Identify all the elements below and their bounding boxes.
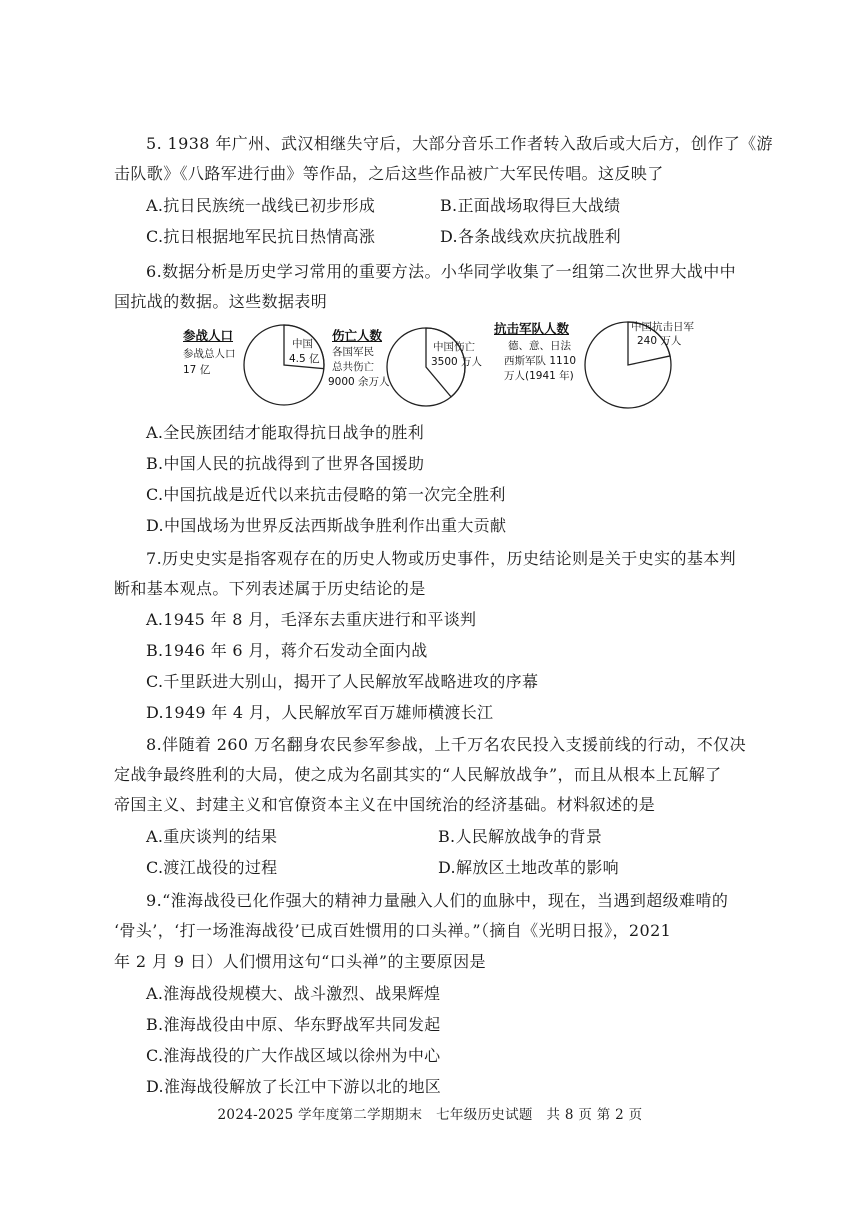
q5-stem-line2: 击队歌》《八路军进行曲》等作品，之后这些作品被广大军民传唱。这反映了 <box>114 164 664 183</box>
q8-stem-line1: 8.伴随着 260 万名翻身农民参军参战，上千万名农民投入支援前线的行动，不仅决 <box>146 735 746 754</box>
q5-option-d: D.各条战线欢庆抗战胜利 <box>440 227 621 246</box>
pie3-total-line3: 万人(1941 年) <box>504 370 574 382</box>
q5-option-c: C.抗日根据地军民抗日热情高涨 <box>146 227 376 246</box>
q9-stem-line3: 年 2 月 9 日）人们惯用这句“口头禅”的主要原因是 <box>114 952 486 971</box>
q9-stem-line1: 9.“淮海战役已化作强大的精神力量融入人们的血脉中，现在，当遇到超级难啃的 <box>146 891 729 910</box>
pie3-slice-line1: 中国抗击日军 <box>631 321 694 333</box>
q8-stem-line3: 帝国主义、封建主义和官僚资本主义在中国统治的经济基础。材料叙述的是 <box>114 795 656 814</box>
pie1-total-line1: 参战总人口 <box>183 348 236 360</box>
q9-stem-line2: ‘骨头’，‘打一场淮海战役’已成百姓惯用的口头禅。”（摘自《光明日报》，2021 <box>114 921 672 940</box>
q8-stem-line2: 定战争最终胜利的大局，使之成为名副其实的“人民解放战争”，而且从根本上瓦解了 <box>114 765 722 784</box>
pie3-title: 抗击军队人数 <box>494 321 570 336</box>
pie2-total-line2: 总共伤亡 <box>332 361 374 373</box>
pie2-slice-line2: 3500 万人 <box>431 356 483 368</box>
q6-option-d: D.中国战场为世界反法西斯战争胜利作出重大贡献 <box>146 516 507 535</box>
q7-stem-line2: 断和基本观点。下列表述属于历史结论的是 <box>114 579 426 598</box>
pie1-total-line2: 17 亿 <box>183 364 211 376</box>
q6-option-b: B.中国人民的抗战得到了世界各国援助 <box>146 454 425 473</box>
q8-option-b: B.人民解放战争的背景 <box>438 827 603 846</box>
pie3-total-line2: 西斯军队 1110 <box>504 355 577 367</box>
q8-option-d: D.解放区土地改革的影响 <box>438 858 619 877</box>
q7-option-a: A.1945 年 8 月，毛泽东去重庆进行和平谈判 <box>146 610 477 629</box>
pie3-slice-line2: 240 万人 <box>637 335 682 347</box>
q9-option-a: A.淮海战役规模大、战斗激烈、战果辉煌 <box>146 984 441 1003</box>
q9-option-c: C.淮海战役的广大作战区域以徐州为中心 <box>146 1046 441 1065</box>
q7-stem-line1: 7.历史史实是指客观存在的历史人物或历史事件，历史结论则是关于史实的基本判 <box>146 549 737 568</box>
q6-option-a: A.全民族团结才能取得抗日战争的胜利 <box>146 423 425 442</box>
pie3-total-line1: 德、意、日法 <box>508 340 571 352</box>
q9-option-d: D.淮海战役解放了长江中下游以北的地区 <box>146 1077 442 1096</box>
q9-option-b: B.淮海战役由中原、华东野战军共同发起 <box>146 1015 441 1034</box>
q5-stem-line1: 5. 1938 年广州、武汉相继失守后，大部分音乐工作者转入敌后或大后方，创作了《游 <box>146 134 773 153</box>
page-footer: 2024-2025 学年度第二学期期末 七年级历史试题 共 8 页 第 2 页 <box>217 1107 643 1123</box>
pie2-total-line1: 各国军民 <box>332 346 374 358</box>
q7-option-c: C.千里跃进大别山，揭开了人民解放军战略进攻的序幕 <box>146 672 539 691</box>
q6-pie-figure <box>175 318 735 410</box>
pie1-slice-line1: 中国 <box>292 338 313 350</box>
q6-stem-line2: 国抗战的数据。这些数据表明 <box>114 292 328 311</box>
q7-option-b: B.1946 年 6 月，蒋介石发动全面内战 <box>146 641 428 660</box>
pie2-title: 伤亡人数 <box>332 328 383 343</box>
q7-option-d: D.1949 年 4 月，人民解放军百万雄师横渡长江 <box>146 703 494 722</box>
q8-option-a: A.重庆谈判的结果 <box>146 827 278 846</box>
q8-option-c: C.渡江战役的过程 <box>146 858 278 877</box>
q5-option-a: A.抗日民族统一战线已初步形成 <box>146 196 376 215</box>
q6-stem-line1: 6.数据分析是历史学习常用的重要方法。小华同学收集了一组第二次世界大战中中 <box>146 262 737 281</box>
pie2-slice-line1: 中国伤亡 <box>433 341 475 353</box>
pie1-slice-line2: 4.5 亿 <box>289 353 320 365</box>
q5-option-b: B.正面战场取得巨大战绩 <box>440 196 621 215</box>
pie1-title: 参战人口 <box>183 328 234 343</box>
pie2-total-line3: 9000 余万人 <box>328 376 390 388</box>
q6-option-c: C.中国抗战是近代以来抗击侵略的第一次完全胜利 <box>146 485 506 504</box>
